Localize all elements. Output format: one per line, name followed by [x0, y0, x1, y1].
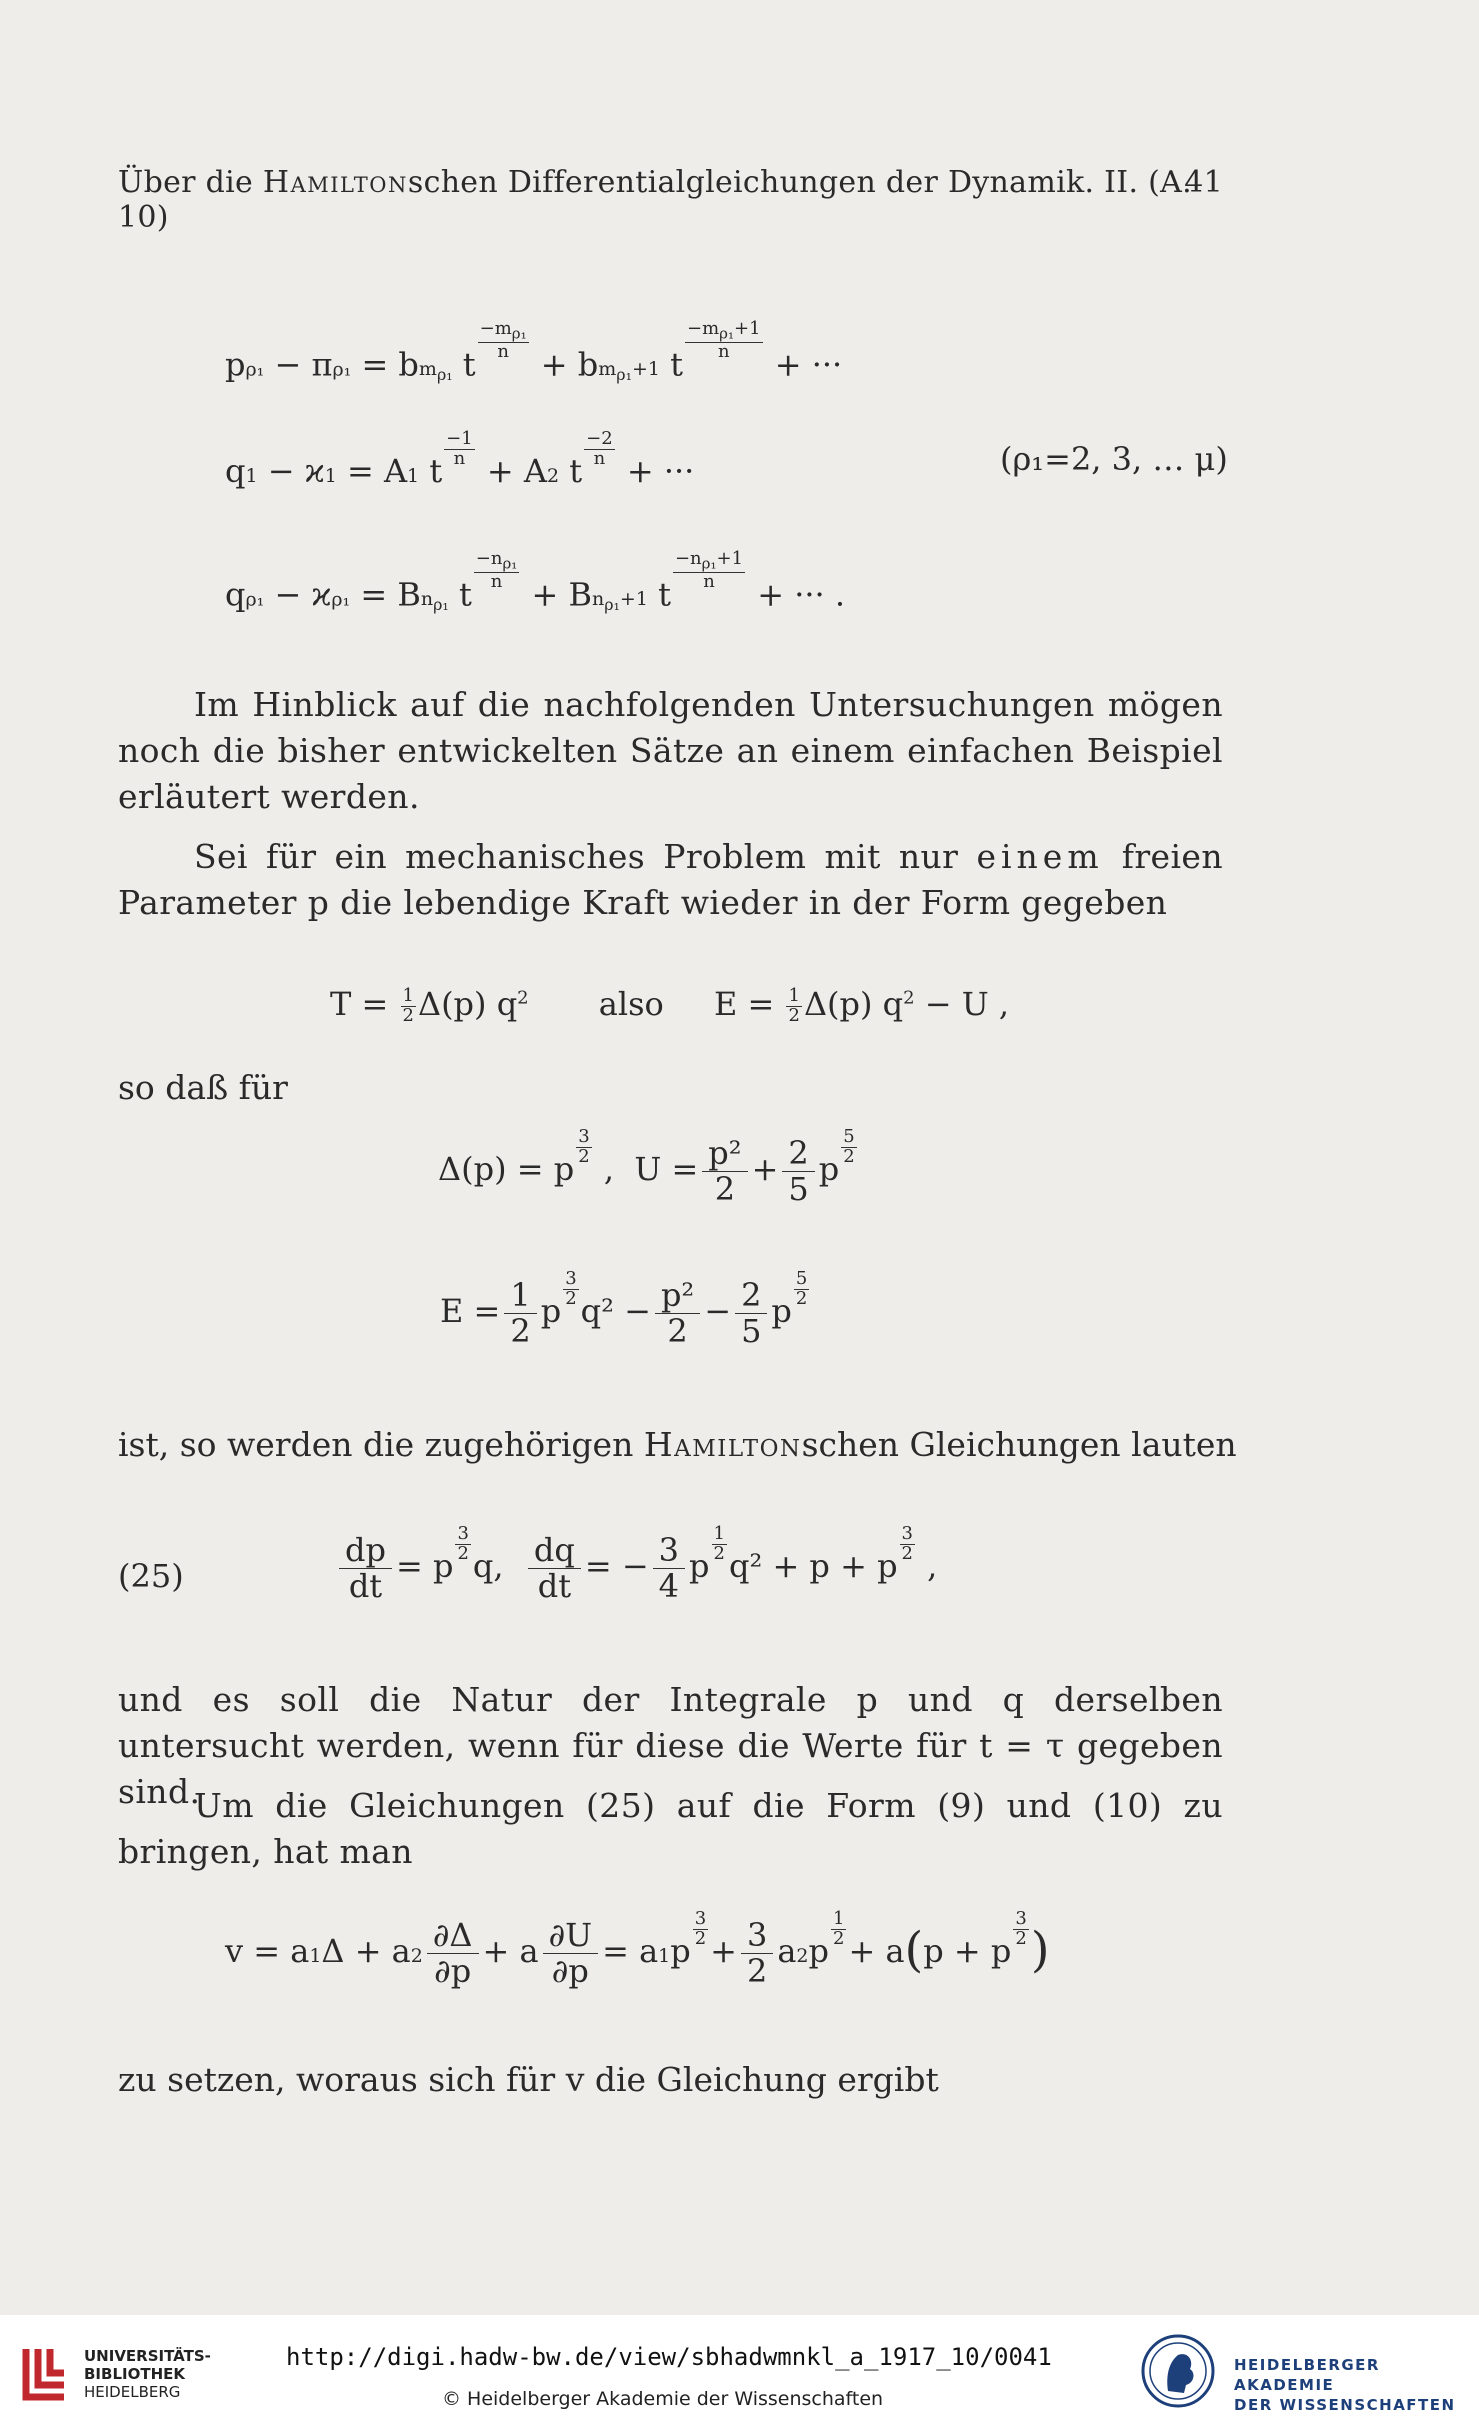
paragraph-6: zu setzen, woraus sich für v die Gleichung ergibt — [118, 2060, 939, 2099]
paragraph-3-text-a: ist, so werden die zugehörigen — [118, 1425, 644, 1464]
header-text-post: schen Differentialgleichungen der Dynamik. II. (A. 10) — [118, 165, 1192, 235]
footer-bar — [0, 2315, 1479, 2423]
equation-p-rho: $p\rho_1 - \pi\rho_1 = bm_{\rho_1}$ t $\frac{-m_{\rho_1}}{n}$ + $bm_{\rho_1}+1$ t $\frac{-m_{\rho_1}+1}{n}$ + ··· — [225, 318, 843, 385]
academy-seal-icon — [1140, 2333, 1216, 2409]
academy-line-1: HEIDELBERGER AKADEMIE — [1234, 2356, 1380, 2394]
paragraph-4: und es soll die Natur der Integrale p und q derselben untersucht werden, wenn für diese die Werte für t = τ gegeben sind. — [118, 1680, 1223, 1811]
ub-line-3: HEIDELBERG — [84, 2383, 181, 2401]
equation-q1: q1 − ϰ1 = A1 t $\frac{-1}{n}$ + A2 t $\frac{-2}{n}$ + ··· — [225, 428, 695, 490]
paragraph-2-text-b: freien Parameter p die lebendige Kraft wieder in der Form gegeben — [118, 837, 1223, 922]
equation-25: $\frac{dp}{dt}$ = p $\frac{3}{2}$ q, $\frac{dq}{dt}$ = − $\frac{3}{4}$ p $\frac{1}{2}$ q² + p + p $\frac{3}{2}$ , — [335, 1525, 937, 1604]
paragraph-5-text: Um die Gleichungen (25) auf die Form (9) und (10) zu bringen, hat man — [118, 1786, 1223, 1871]
equation-T-E: T = $\frac{1}{2}$ Δ(p) $q^2$ also E = $\frac{1}{2}$ Δ(p) $q^2 - U$ , — [330, 985, 1010, 1026]
paragraph-2 — [118, 834, 1223, 926]
equation-q-rho: $q\rho_1 - ϰ\rho_1 = Bn_{\rho_1}$ t $\frac{-n_{\rho_1}}{n}$ + $Bn_{\rho_1}+1$ t $\frac{-n_{\rho_1}+1}{n}$ + ··· . — [225, 548, 846, 615]
paragraph-3-text-b: schen Gleichungen lauten — [801, 1425, 1237, 1464]
ub-line-2: BIBLIOTHEK — [84, 2365, 185, 2383]
copyright-notice: © Heidelberger Akademie der Wissenschaften — [442, 2388, 884, 2410]
equation-range: (ρ₁=2, 3, … μ) — [1000, 440, 1228, 478]
university-library-name — [84, 2347, 211, 2401]
so-dass-fuer: so daß für — [118, 1068, 288, 1107]
page-number: 41 — [1184, 165, 1223, 200]
paragraph-5 — [118, 1783, 1223, 1875]
paragraph-2-spaced: einem — [976, 837, 1104, 876]
ub-line-1: UNIVERSITÄTS- — [84, 2347, 211, 2365]
equation-E: E = $\frac{1}{2}$ p $\frac{3}{2}$ q² − $\frac{\text{p²}}{2}$ − $\frac{2}{5}$ p $\frac{5}{2}$ — [440, 1268, 808, 1350]
header-text-pre: Über die — [118, 165, 263, 200]
header-name: Hamilton — [262, 165, 408, 200]
paragraph-2-text-a: Sei für ein mechanisches Problem mit nur — [194, 837, 977, 876]
academy-name — [1234, 2355, 1479, 2415]
equation-delta-U: Δ(p) = p $\frac{3}{2}$ , U = $\frac{\text{p²}}{2}$ + $\frac{2}{5}$ p $\frac{5}{2}$ — [438, 1126, 855, 1208]
running-header — [118, 165, 1223, 235]
academy-line-2: DER WISSENSCHAFTEN — [1234, 2396, 1456, 2414]
paragraph-1 — [118, 682, 1223, 820]
permalink-url[interactable]: http://digi.hadw-bw.de/view/sbhadwmnkl_a_1917_10/0041 — [286, 2343, 1052, 2371]
paragraph-3-name: Hamilton — [643, 1425, 802, 1464]
equation-25-label: (25) — [118, 1557, 184, 1595]
paragraph-1-text: Im Hinblick auf die nachfolgenden Untersuchungen mögen noch die bisher entwickelten Sätze an einem einfachen Beispiel erläutert werden. — [118, 685, 1223, 816]
university-library-logo-icon — [20, 2345, 70, 2401]
equation-v: v = a1Δ + a2 $\frac{\partial\Delta}{\partial p}$ + a $\frac{\partial U}{\partial p}$ = a1p $\frac{3}{2}$ + $\frac{3}{2}$ a2p $\frac{1}{2}$ + a(p + p $\frac{3}{2}$ ) — [225, 1908, 1050, 1990]
paragraph-3 — [118, 1425, 1237, 1464]
